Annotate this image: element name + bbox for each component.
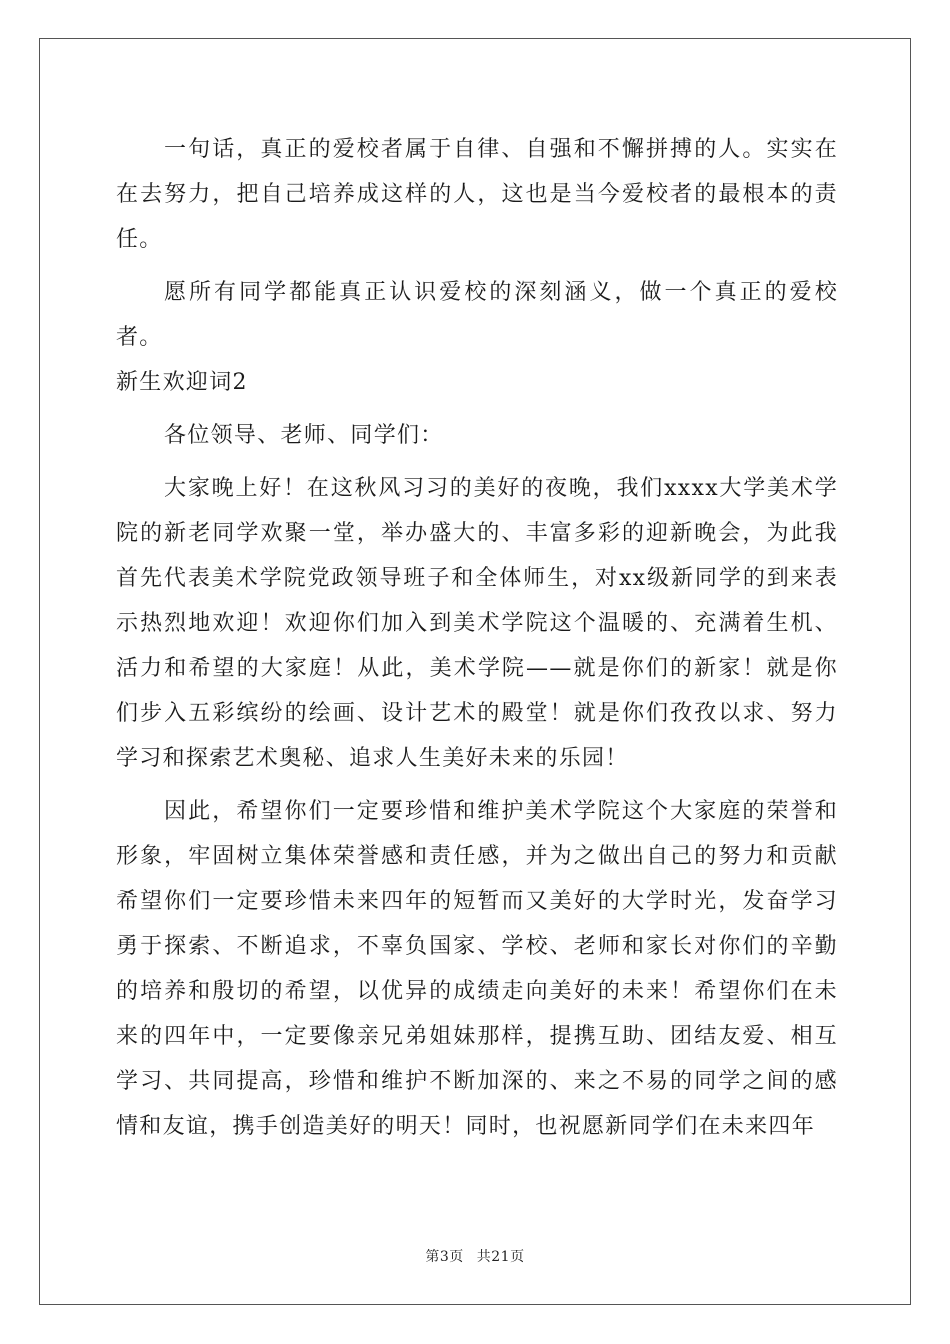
page-footer bbox=[0, 1246, 950, 1266]
section-heading: 新生欢迎词2 bbox=[116, 370, 248, 395]
page-number: 第3页 bbox=[425, 1249, 464, 1265]
body-paragraph-1: 大家晚上好！在这秋风习习的美好的夜晚，我们xxxx大学美术学院的新老同学欢聚一堂，举办盛大的、丰富多彩的迎新晚会，为此我首先代表美术学院党政领导班子和全体师生，对xx级新同学的到来表示热烈地欢迎！欢迎你们加入到美术学院这个温暖的、充满着生机、活力和希望的大家庭！从此，美术学院——就是你们的新家！就是你们步入五彩缤纷的绘画、设计艺术的殿堂！就是你们孜孜以求、努力学习和探索艺术奥秘、追求人生美好未来的乐园！ bbox=[116, 476, 838, 771]
page-total: 共21页 bbox=[476, 1249, 525, 1265]
paragraph-1: 一句话，真正的爱校者属于自律、自强和不懈拼搏的人。实实在在去努力，把自己培养成这样的人，这也是当今爱校者的最根本的责任。 bbox=[116, 137, 838, 252]
salutation: 各位领导、老师、同学们： bbox=[164, 423, 444, 448]
body-paragraph-2: 因此，希望你们一定要珍惜和维护美术学院这个大家庭的荣誉和形象，牢固树立集体荣誉感和责任感，并为之做出自己的努力和贡献希望你们一定要珍惜未来四年的短暂而又美好的大学时光，发奋学习勇于探索、不断追求，不辜负国家、学校、老师和家长对你们的辛勤的培养和殷切的希望，以优异的成绩走向美好的未来！希望你们在未来的四年中，一定要像亲兄弟姐妹那样，提携互助、团结友爱、相互学习、共同提高，珍惜和维护不断加深的、来之不易的同学之间的感情和友谊，携手创造美好的明天！同时，也祝愿新同学们在未来四年 bbox=[116, 799, 838, 1139]
paragraph-2: 愿所有同学都能真正认识爱校的深刻涵义，做一个真正的爱校者。 bbox=[116, 280, 838, 350]
document-body bbox=[116, 127, 838, 1149]
